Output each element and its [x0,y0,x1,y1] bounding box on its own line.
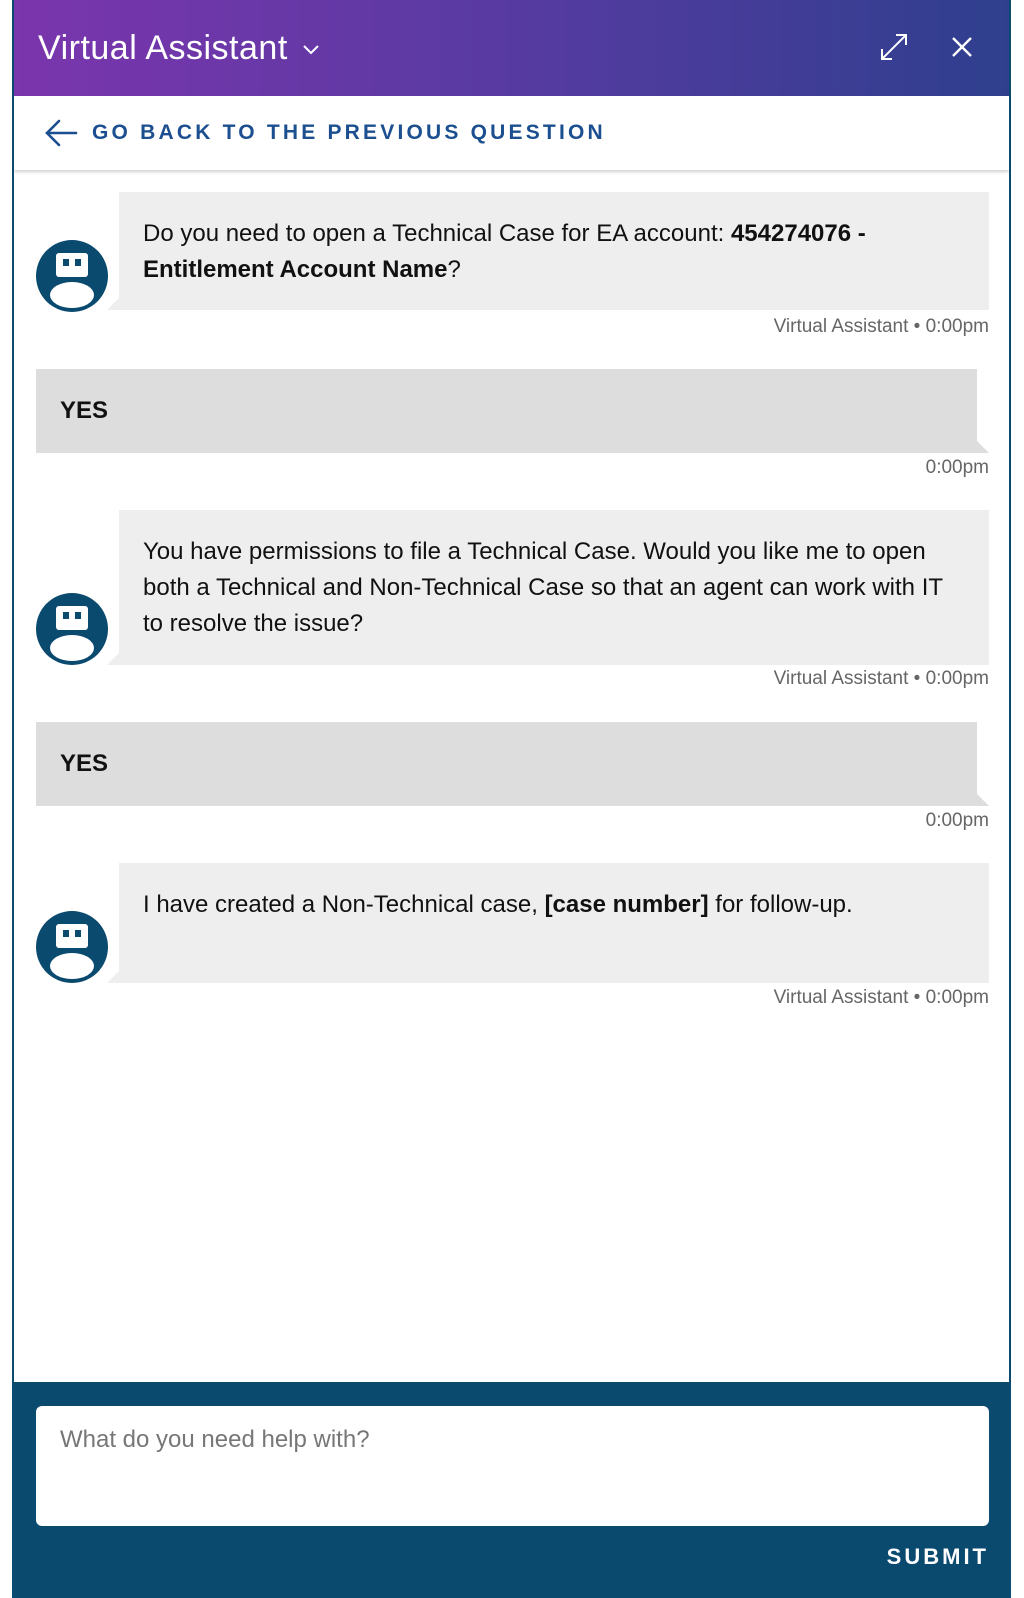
message-text: YES [60,750,109,777]
expand-icon[interactable] [877,30,911,64]
bot-avatar-icon [36,240,108,312]
back-to-previous-question[interactable] [14,96,1009,170]
message-meta: 0:00pm [925,810,989,831]
bot-message-bubble [119,510,989,665]
message-meta: Virtual Assistant • 0:00pm [773,987,989,1008]
message-text: ? [447,256,461,283]
bot-message-bubble [119,863,989,983]
message-text: YES [60,397,109,424]
submit-button[interactable]: SUBMIT [886,1544,989,1569]
user-message-bubble [36,722,977,806]
bot-avatar-icon [36,593,108,665]
bot-message-bubble [119,192,989,310]
back-link-label: GO BACK TO THE PREVIOUS QUESTION [92,121,606,144]
close-icon[interactable] [945,30,979,64]
widget-header [14,0,1009,96]
message-input[interactable] [36,1406,989,1526]
arrow-left-icon [44,118,78,148]
virtual-assistant-widget [12,0,1011,1598]
message-text: I have created a Non-Technical case, [143,891,545,918]
widget-title: Virtual Assistant [38,28,288,67]
message-text: You have permissions to file a Technical Case. Would you like me to open both a Technical and Non-Technical Case so that an agent can work with IT to resolve the issue? [143,538,943,637]
message-text: for follow-up. [708,891,853,918]
message-text: Do you need to open a Technical Case for EA account: [143,220,731,247]
user-message-bubble [36,369,977,453]
message-meta: 0:00pm [925,457,989,478]
account-name: 454274076 - Entitlement Account Name [143,220,866,283]
header-actions [877,30,979,64]
bot-avatar-icon [36,911,108,983]
case-number: [case number] [544,891,709,918]
message-meta: Virtual Assistant • 0:00pm [773,668,989,689]
chat-transcript [14,170,1009,1382]
message-meta: Virtual Assistant • 0:00pm [773,316,989,337]
composer [14,1382,1009,1598]
chevron-down-icon[interactable] [302,44,320,56]
